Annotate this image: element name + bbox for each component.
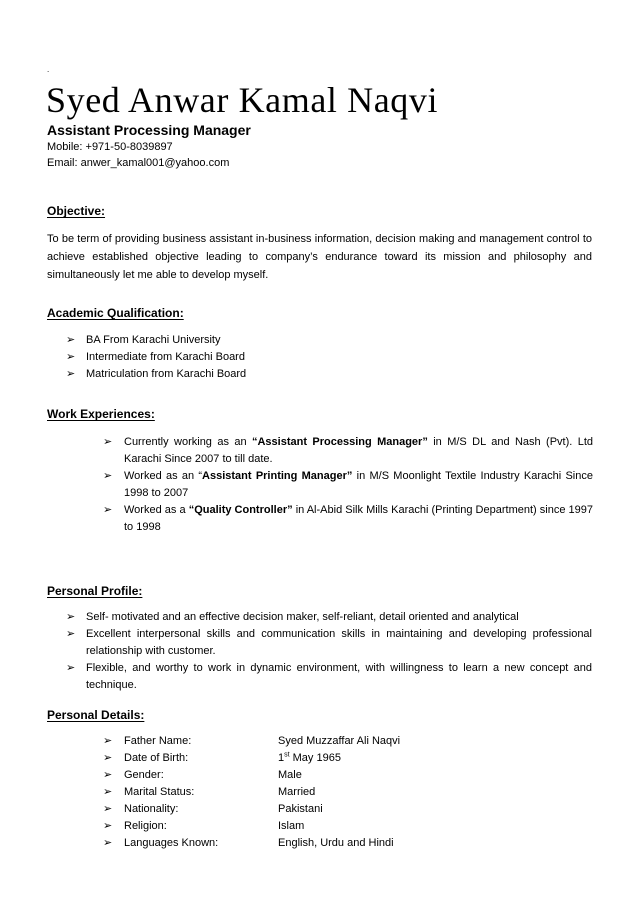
academic-list	[66, 332, 246, 383]
work-list	[103, 434, 593, 536]
arrow-bullet-icon: ➢	[103, 820, 113, 832]
arrow-bullet-icon: ➢	[103, 735, 113, 747]
list-item: ➢ Currently working as an “Assistant Processing Manager” in M/S DL and Nash (Pvt). Ltd Karachi Since 2007 to till date.	[103, 436, 594, 465]
objective-text: To be term of providing business assistant in-business information, decision making and management control to achieve established objective leading to company’s endurance toward its mission and philosophy and simultaneously let me able to develop myself.	[47, 233, 592, 281]
list-item: ➢ Intermediate from Karachi Board	[66, 349, 246, 366]
list-item: ➢ Flexible, and worthy to work in dynamic environment, with willingness to learn a new concept and technique.	[66, 662, 592, 691]
arrow-bullet-icon: ➢	[66, 662, 76, 674]
detail-row: ➢ Father Name: Syed Muzzaffar Ali Naqvi	[103, 733, 403, 750]
arrow-bullet-icon: ➢	[66, 351, 76, 363]
academic-heading: Academic Qualification:	[47, 306, 184, 320]
arrow-bullet-icon: ➢	[103, 803, 113, 815]
list-item: ➢ Worked as a “Quality Controller” in Al-Abid Silk Mills Karachi (Printing Department) since 1997 to 1998	[103, 504, 593, 533]
arrow-bullet-icon: ➢	[66, 611, 76, 623]
profile-list	[66, 609, 592, 694]
details-heading: Personal Details:	[47, 708, 145, 722]
detail-row: ➢ Date of Birth: 1st May 1965	[103, 750, 403, 767]
detail-row: ➢ Religion: Islam	[103, 818, 403, 835]
list-item: ➢ Self- motivated and an effective decision maker, self-reliant, detail oriented and analytical	[66, 609, 592, 626]
arrow-bullet-icon: ➢	[103, 436, 113, 448]
arrow-bullet-icon: ➢	[103, 837, 113, 849]
stray-mark: .	[47, 65, 50, 74]
list-item: ➢ Matriculation from Karachi Board	[66, 366, 246, 383]
arrow-bullet-icon: ➢	[103, 752, 113, 764]
email-address: Email: anwer_kamal001@yahoo.com	[47, 157, 230, 169]
list-item: ➢ Excellent interpersonal skills and communication skills in maintaining and developing professional relationship with customer.	[66, 628, 592, 657]
detail-row: ➢ Marital Status: Married	[103, 784, 403, 801]
candidate-name: Syed Anwar Kamal Naqvi	[46, 80, 439, 120]
work-heading: Work Experiences:	[47, 407, 155, 421]
arrow-bullet-icon: ➢	[103, 769, 113, 781]
arrow-bullet-icon: ➢	[103, 786, 113, 798]
details-list	[103, 733, 403, 852]
detail-row: ➢ Gender: Male	[103, 767, 403, 784]
job-title: Assistant Processing Manager	[47, 122, 251, 138]
arrow-bullet-icon: ➢	[103, 504, 113, 516]
objective-heading: Objective:	[47, 204, 106, 218]
arrow-bullet-icon: ➢	[66, 334, 76, 346]
arrow-bullet-icon: ➢	[66, 368, 76, 380]
arrow-bullet-icon: ➢	[103, 470, 113, 482]
list-item: ➢ BA From Karachi University	[66, 332, 246, 349]
arrow-bullet-icon: ➢	[66, 628, 76, 640]
detail-row: ➢ Nationality: Pakistani	[103, 801, 403, 818]
detail-row: ➢ Languages Known: English, Urdu and Hindi	[103, 835, 403, 852]
list-item: ➢ Worked as an “Assistant Printing Manager” in M/S Moonlight Textile Industry Karachi Since 1998 to 2007	[103, 470, 593, 499]
profile-heading: Personal Profile:	[47, 584, 143, 598]
mobile-number: Mobile: +971-50-8039897	[47, 141, 173, 153]
